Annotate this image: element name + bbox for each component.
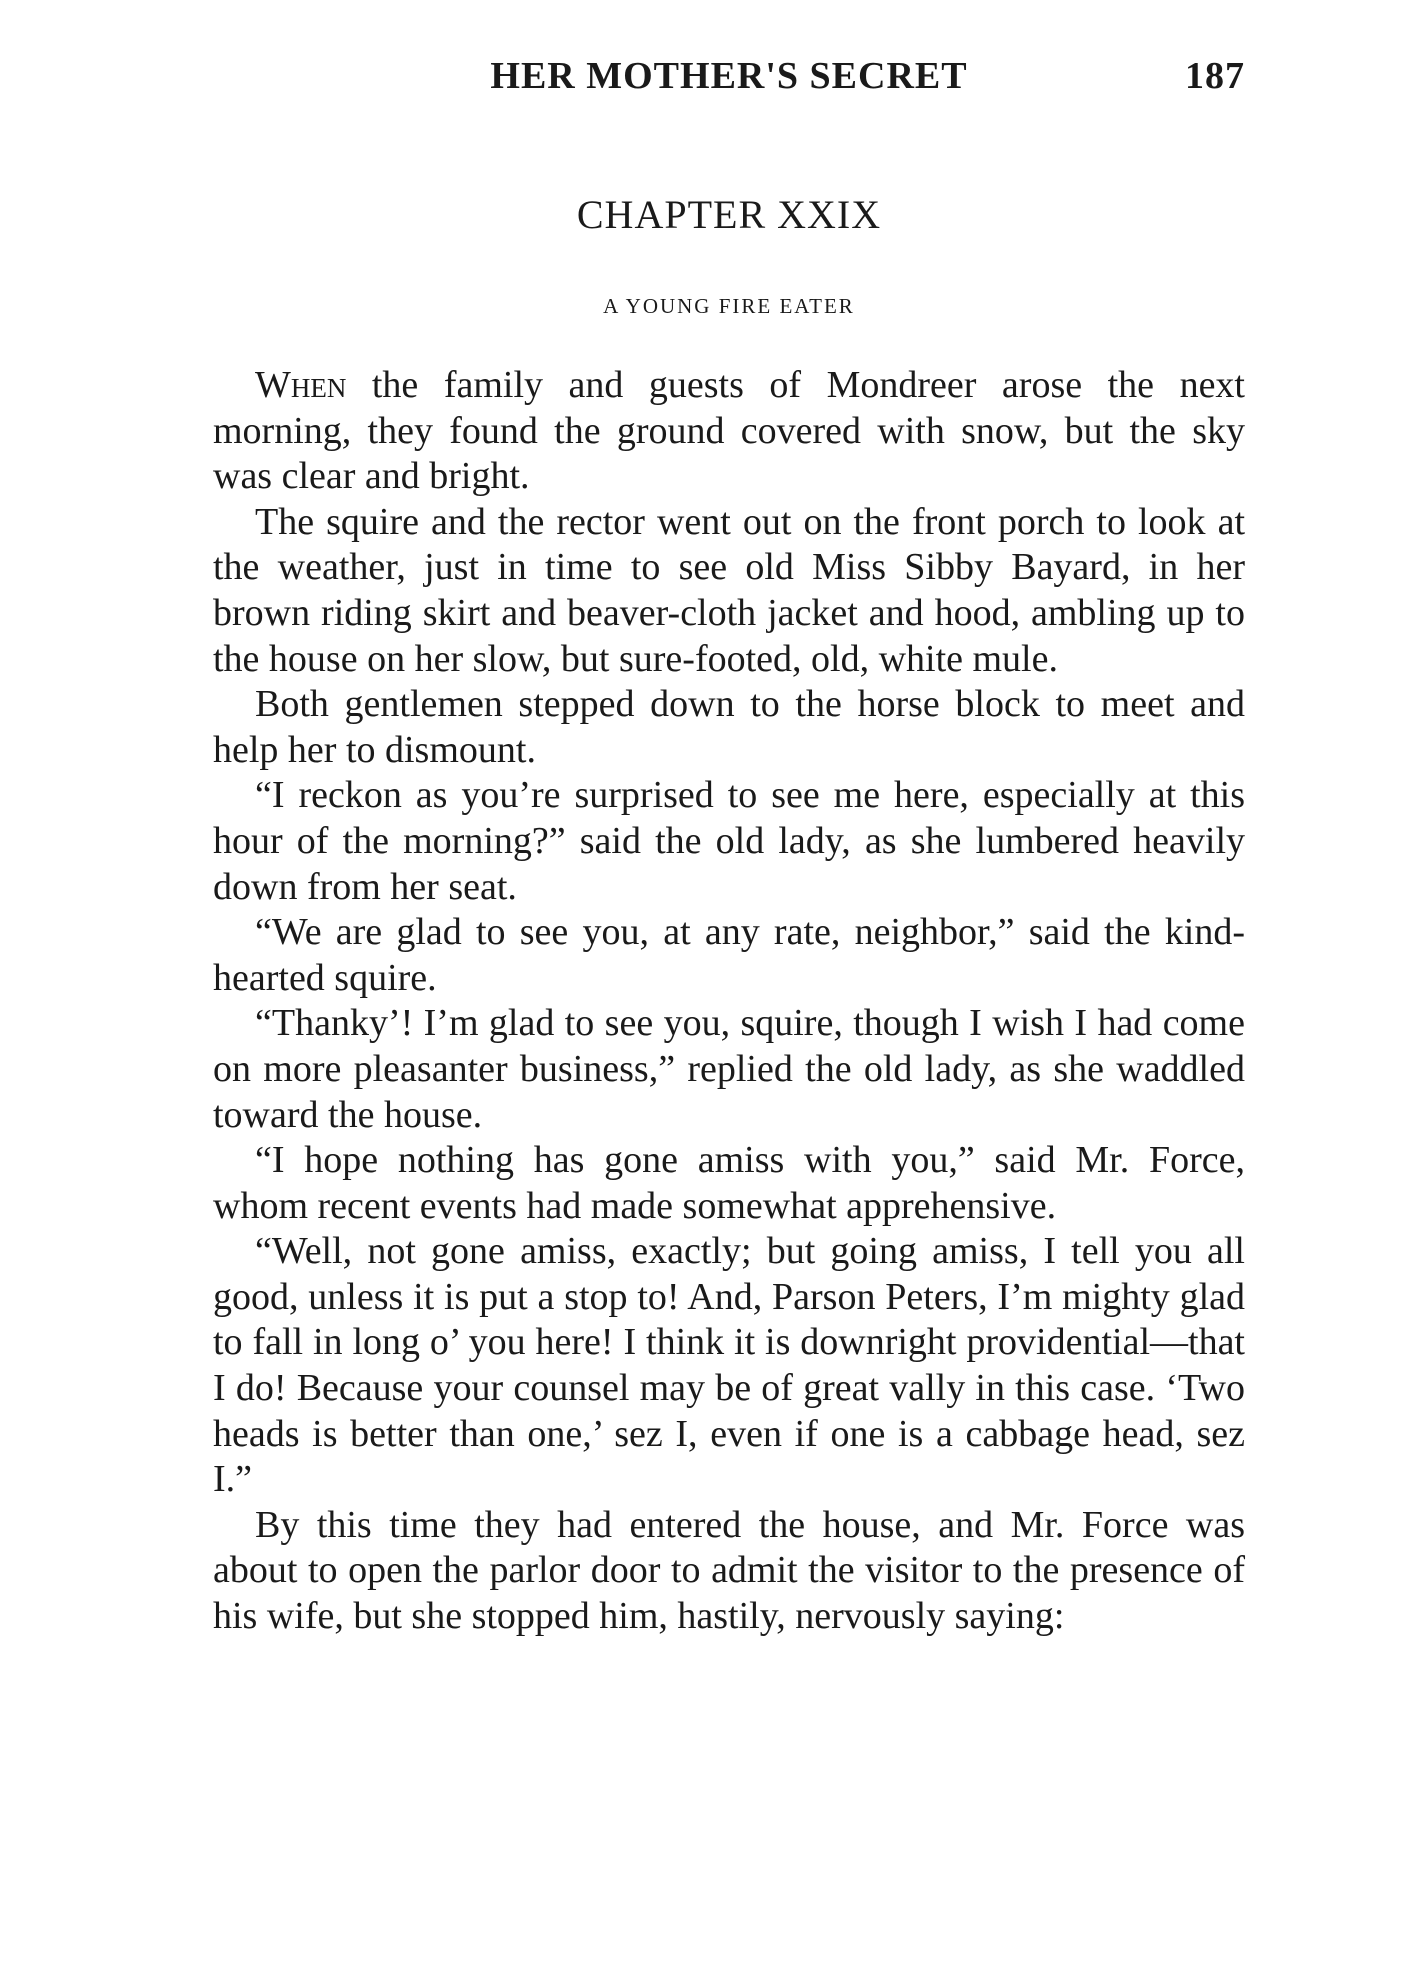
running-head — [213, 40, 1245, 96]
paragraph-text: “I hope nothing has gone amiss with you,” said Mr. Force, whom recent events had made somewhat apprehensive. — [213, 1139, 1245, 1227]
running-title: HER MOTHER'S SECRET — [490, 55, 968, 97]
paragraph — [213, 1503, 1245, 1640]
paragraph-text: The squire and the rector went out on the front porch to look at the weather, just in time to see old Miss Sibby Bayard, in her brown riding skirt and beaver-cloth jacket and hood, ambling up to the house on her slow, but sure-footed, old, white mule. — [213, 500, 1245, 680]
chapter-subtitle: A YOUNG FIRE EATER — [603, 294, 855, 318]
paragraph-lead-word: When — [255, 364, 347, 406]
paragraph-text: “I reckon as you’re surprised to see me here, especially at this hour of the morning?” said the old lady, as she lumbered heavily down from her seat. — [213, 774, 1245, 908]
paragraph — [213, 910, 1245, 1001]
paragraph-text: the family and guests of Mondreer arose the next morning, they found the ground covered with snow, but the sky was clear and bright. — [213, 364, 1245, 498]
paragraph-text: “Thanky’! I’m glad to see you, squire, though I wish I had come on more pleasanter business,” replied the old lady, as she waddled toward the house. — [213, 1002, 1245, 1136]
paragraph-text: Both gentlemen stepped down to the horse block to meet and help her to dismount. — [213, 683, 1245, 771]
paragraph — [213, 1001, 1245, 1138]
paragraph-text: “Well, not gone amiss, exactly; but going amiss, I tell you all good, unless it is put a stop to! And, Parson Peters, I’m mighty glad to fall in long o’ you here! I think it is downright providential—that I do! Because your counsel may be of great vally in this case. ‘Two heads is better than one,’ sez I, even if one is a cabbage head, sez I.” — [213, 1230, 1245, 1501]
paragraph — [213, 500, 1245, 682]
page-number: 187 — [1185, 55, 1245, 97]
paragraph — [213, 1229, 1245, 1503]
chapter-heading: CHAPTER XXIX — [576, 192, 882, 237]
paragraph — [213, 773, 1245, 910]
chapter-body — [213, 363, 1245, 1640]
paragraph — [213, 1138, 1245, 1229]
book-page — [213, 40, 1245, 1940]
paragraph-text: By this time they had entered the house, and Mr. Force was about to open the parlor door to admit the visitor to the presence of his wife, but she stopped him, hastily, nervously saying: — [213, 1503, 1245, 1638]
paragraph — [213, 363, 1245, 500]
paragraph-text: “We are glad to see you, at any rate, neighbor,” said the kind-hearted squire. — [213, 911, 1245, 999]
paragraph — [213, 682, 1245, 773]
